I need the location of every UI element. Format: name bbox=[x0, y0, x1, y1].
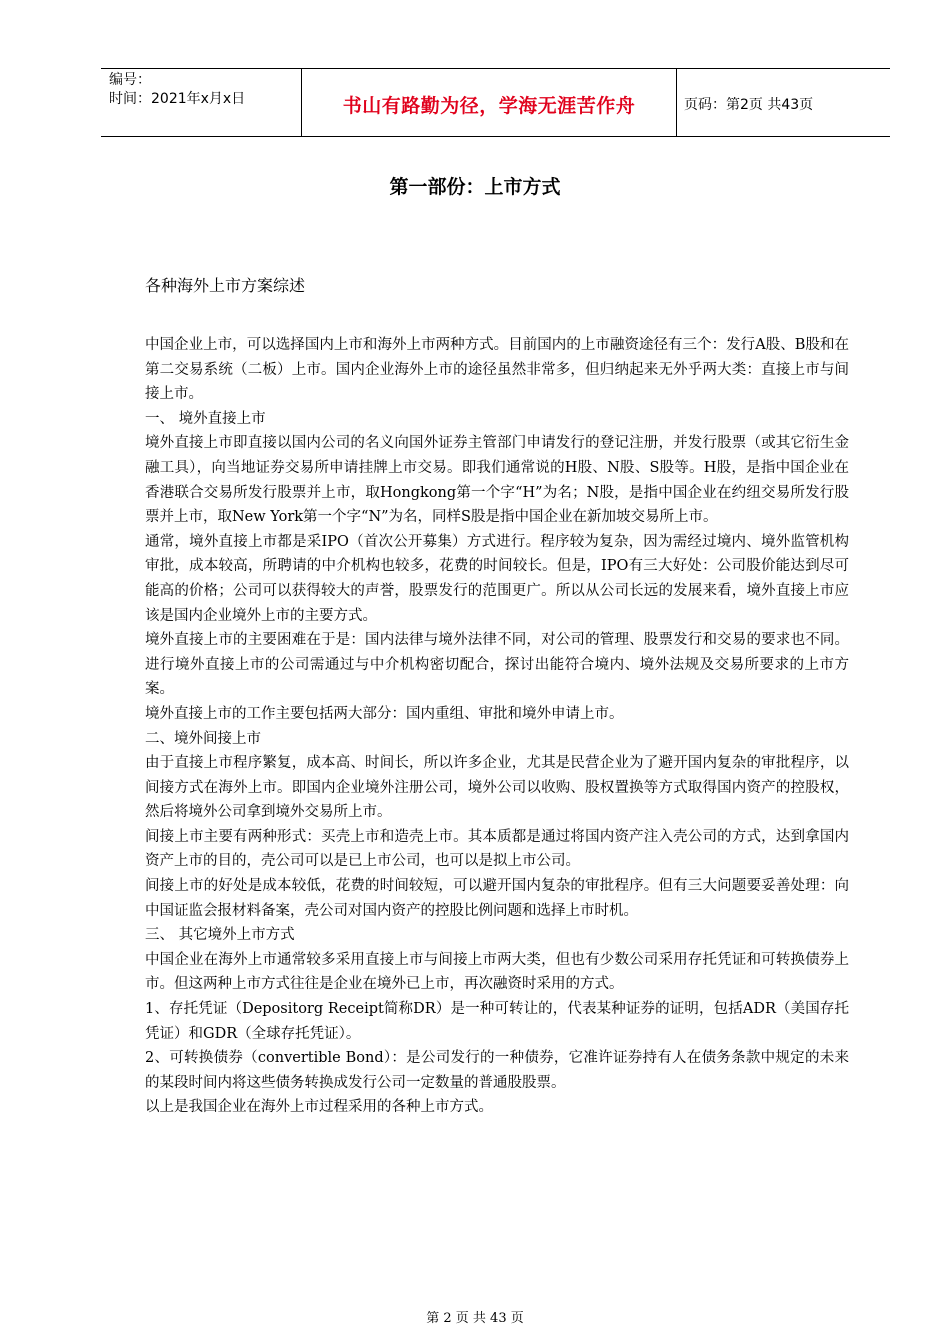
paragraph: 境外直接上市的工作主要包括两大部分：国内重组、审批和境外申请上市。 bbox=[145, 705, 624, 722]
page-header bbox=[101, 68, 890, 137]
header-motto: 书山有路勤为径，学海无涯苦作舟 bbox=[342, 95, 636, 117]
paragraph: 中国企业上市，可以选择国内上市和海外上市两种方式。目前国内的上市融资途径有三个：发行A股、B股和在第二交易系统（二板）上市。国内企业海外上市的途径虽然非常多，但归纳起来无外乎两大类：直接上市与间接上市。 bbox=[145, 337, 849, 403]
paragraph: 中国企业在海外上市通常较多采用直接上市与间接上市两大类，但也有少数公司采用存托凭证和可转换债券上市。但这两种上市方式往往是企业在境外已上市，再次融资时采用的方式。 bbox=[145, 951, 849, 993]
paragraph: 通常，境外直接上市都是采IPO（首次公开募集）方式进行。程序较为复杂，因为需经过境内、境外监管机构审批，成本较高，所聘请的中介机构也较多，花费的时间较长。但是，IPO有三大好处：公司股价能达到尽可能高的价格；公司可以获得较大的声誉，股票发行的范围更广。所以从公司长远的发展来看，境外直接上市应该是国内企业境外上市的主要方式。 bbox=[145, 533, 849, 624]
paragraph: 境外直接上市的主要困难在于是：国内法律与境外法律不同，对公司的管理、股票发行和交易的要求也不同。进行境外直接上市的公司需通过与中介机构密切配合，探讨出能符合境内、境外法规及交易所要求的上市方案。 bbox=[145, 632, 849, 698]
number-label: 编号： bbox=[109, 72, 151, 88]
paragraph: 间接上市的好处是成本较低，花费的时间较短，可以避开国内复杂的审批程序。但有三大问题要妥善处理：向中国证监会报材料备案，壳公司对国内资产的控股比例问题和选择上市时机。 bbox=[145, 878, 849, 919]
body-text bbox=[145, 333, 849, 1120]
paragraph: 由于直接上市程序繁复，成本高、时间长，所以许多企业，尤其是民营企业为了避开国内复杂的审批程序，以间接方式在海外上市。即国内企业境外注册公司，境外公司以收购、股权置换等方式取得国内资产的控股权，然后将境外公司拿到境外交易所上市。 bbox=[145, 755, 849, 821]
list-item: 1、存托凭证（Depositorg Receipt简称DR）是一种可转让的，代表某种证券的证明，包括ADR（美国存托凭证）和GDR（全球存托凭证）。 bbox=[145, 1001, 849, 1042]
paragraph: 以上是我国企业在海外上市过程采用的各种上市方式。 bbox=[145, 1099, 493, 1116]
header-page-code: 页码：第2页 共43页 bbox=[684, 97, 814, 113]
time-label: 时间：2021年x月x日 bbox=[109, 91, 246, 107]
header-meta bbox=[109, 71, 245, 109]
header-divider bbox=[676, 69, 677, 136]
section-subtitle: 各种海外上市方案综述 bbox=[145, 276, 306, 295]
page-footer: 第 2 页 共 43 页 bbox=[426, 1311, 524, 1326]
paragraph: 间接上市主要有两种形式：买壳上市和造壳上市。其本质都是通过将国内资产注入壳公司的方式，达到拿国内资产上市的目的，壳公司可以是已上市公司，也可以是拟上市公司。 bbox=[145, 828, 849, 870]
section-heading: 一、 境外直接上市 bbox=[145, 410, 266, 427]
list-item: 2、可转换债券（convertible Bond）：是公司发行的一种债券，它准许证券持有人在债务条款中规定的未来的某段时间内将这些债务转换成发行公司一定数量的普通股股票。 bbox=[145, 1050, 849, 1091]
paragraph: 境外直接上市即直接以国内公司的名义向国外证券主管部门申请发行的登记注册，并发行股票（或其它衍生金融工具），向当地证券交易所申请挂牌上市交易。即我们通常说的H股、N股、S股等。H股，是指中国企业在香港联合交易所发行股票并上市，取Hongkong第一个字“H”为名；N股，是指中国企业在约纽交易所发行股票并上市，取New York第一个字“N”为名，同样S股是指中国企业在新加坡交易所上市。 bbox=[145, 435, 849, 526]
section-heading: 二、境外间接上市 bbox=[145, 730, 261, 747]
page-title: 第一部份：上市方式 bbox=[389, 176, 561, 198]
section-heading: 三、 其它境外上市方式 bbox=[145, 927, 295, 944]
